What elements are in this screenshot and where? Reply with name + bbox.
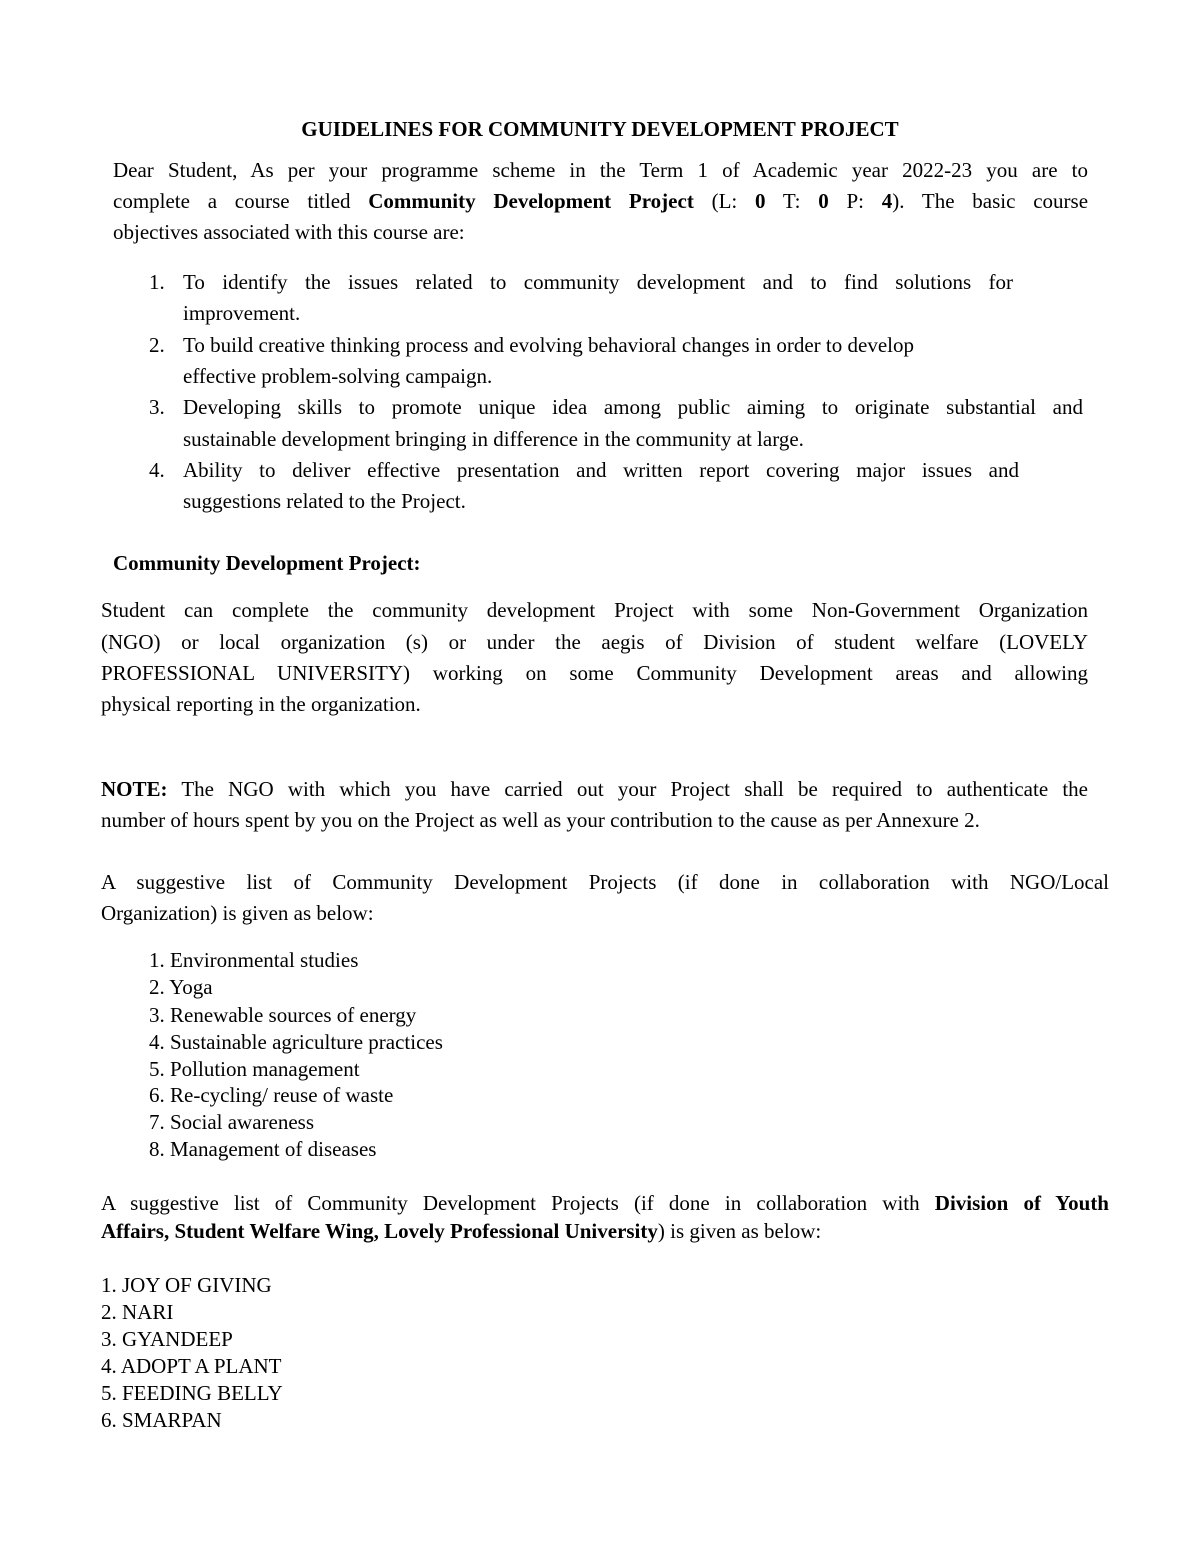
objective-text: improvement. xyxy=(183,301,301,325)
list-item: 7. Social awareness xyxy=(149,1110,315,1134)
practical-hours: 4 xyxy=(881,189,893,213)
note-line-2: number of hours spent by you on the Project as well as your contribution to the cause as per Annexure 2. xyxy=(101,808,980,832)
division-name: Division of Youth xyxy=(934,1191,1109,1215)
note-label: NOTE: xyxy=(101,777,168,801)
intro-line-2 xyxy=(113,189,1088,213)
tutorial-hours: 0 xyxy=(818,189,829,213)
list-item: 1. Environmental studies xyxy=(149,948,359,972)
list-item: 4. Sustainable agriculture practices xyxy=(149,1030,443,1054)
objective-number: 3. xyxy=(149,395,165,419)
list-item: 3. Renewable sources of energy xyxy=(149,1003,417,1027)
cdp-paragraph-line: (NGO) or local organization (s) or under the aegis of Division of student welfare (LOVELY xyxy=(101,630,1088,654)
objective-text: effective problem-solving campaign. xyxy=(183,364,493,388)
list-item: 4. ADOPT A PLANT xyxy=(101,1354,282,1378)
document-title: GUIDELINES FOR COMMUNITY DEVELOPMENT PROJECT xyxy=(301,117,899,141)
intro-line-1: Dear Student, As per your programme scheme in the Term 1 of Academic year 2022-23 you are to xyxy=(113,158,1088,182)
intro-text: (L: xyxy=(693,189,755,213)
list-item: 3. GYANDEEP xyxy=(101,1327,233,1351)
cdp-paragraph-line: physical reporting in the organization. xyxy=(101,692,421,716)
list-item: 2. Yoga xyxy=(149,975,213,999)
section-heading: Community Development Project: xyxy=(113,551,421,575)
intro-text: A suggestive list of Community Development Projects (if done in collaboration with xyxy=(101,1191,935,1215)
division-name: Affairs, Student Welfare Wing, Lovely Professional University xyxy=(101,1219,658,1243)
intro-text: ). The basic course xyxy=(892,189,1089,213)
cdp-paragraph-line: PROFESSIONAL UNIVERSITY) working on some Community Development areas and allowing xyxy=(101,661,1088,685)
objective-text: sustainable development bringing in difference in the community at large. xyxy=(183,427,804,451)
objective-text: To build creative thinking process and evolving behavioral changes in order to develop xyxy=(183,333,914,357)
intro-text: ) is given as below: xyxy=(657,1219,822,1243)
cdp-paragraph-line: Student can complete the community development Project with some Non-Government Organization xyxy=(101,598,1088,622)
list-item: 1. JOY OF GIVING xyxy=(101,1273,272,1297)
list-item: 6. SMARPAN xyxy=(101,1408,222,1432)
note-text: The NGO with which you have carried out your Project shall be required to authenticate the xyxy=(167,777,1088,801)
list-item: 5. FEEDING BELLY xyxy=(101,1381,283,1405)
note-line-1 xyxy=(101,777,1088,801)
course-title: Community Development Project xyxy=(368,189,694,213)
objective-text: To identify the issues related to community development and to find solutions for xyxy=(183,270,1013,294)
list-item: 8. Management of diseases xyxy=(149,1137,377,1161)
intro-line-3: objectives associated with this course are: xyxy=(113,220,465,244)
ngo-list-intro: A suggestive list of Community Development Projects (if done in collaboration with NGO/Local xyxy=(101,870,1109,894)
intro-text: P: xyxy=(828,189,882,213)
objective-number: 2. xyxy=(149,333,165,357)
dya-list-intro-line-2 xyxy=(101,1219,821,1243)
list-item: 2. NARI xyxy=(101,1300,174,1324)
dya-list-intro-line-1 xyxy=(101,1191,1109,1215)
list-item: 6. Re-cycling/ reuse of waste xyxy=(149,1083,394,1107)
lecture-hours: 0 xyxy=(755,189,766,213)
ngo-list-intro: Organization) is given as below: xyxy=(101,901,374,925)
list-item: 5. Pollution management xyxy=(149,1057,360,1081)
objective-number: 1. xyxy=(149,270,165,294)
intro-text: complete a course titled xyxy=(113,189,369,213)
objective-number: 4. xyxy=(149,458,165,482)
objective-text: Ability to deliver effective presentation and written report covering major issues and xyxy=(183,458,1019,482)
objective-text: suggestions related to the Project. xyxy=(183,489,466,513)
objective-text: Developing skills to promote unique idea among public aiming to originate substantial and xyxy=(183,395,1083,419)
intro-text: T: xyxy=(765,189,819,213)
